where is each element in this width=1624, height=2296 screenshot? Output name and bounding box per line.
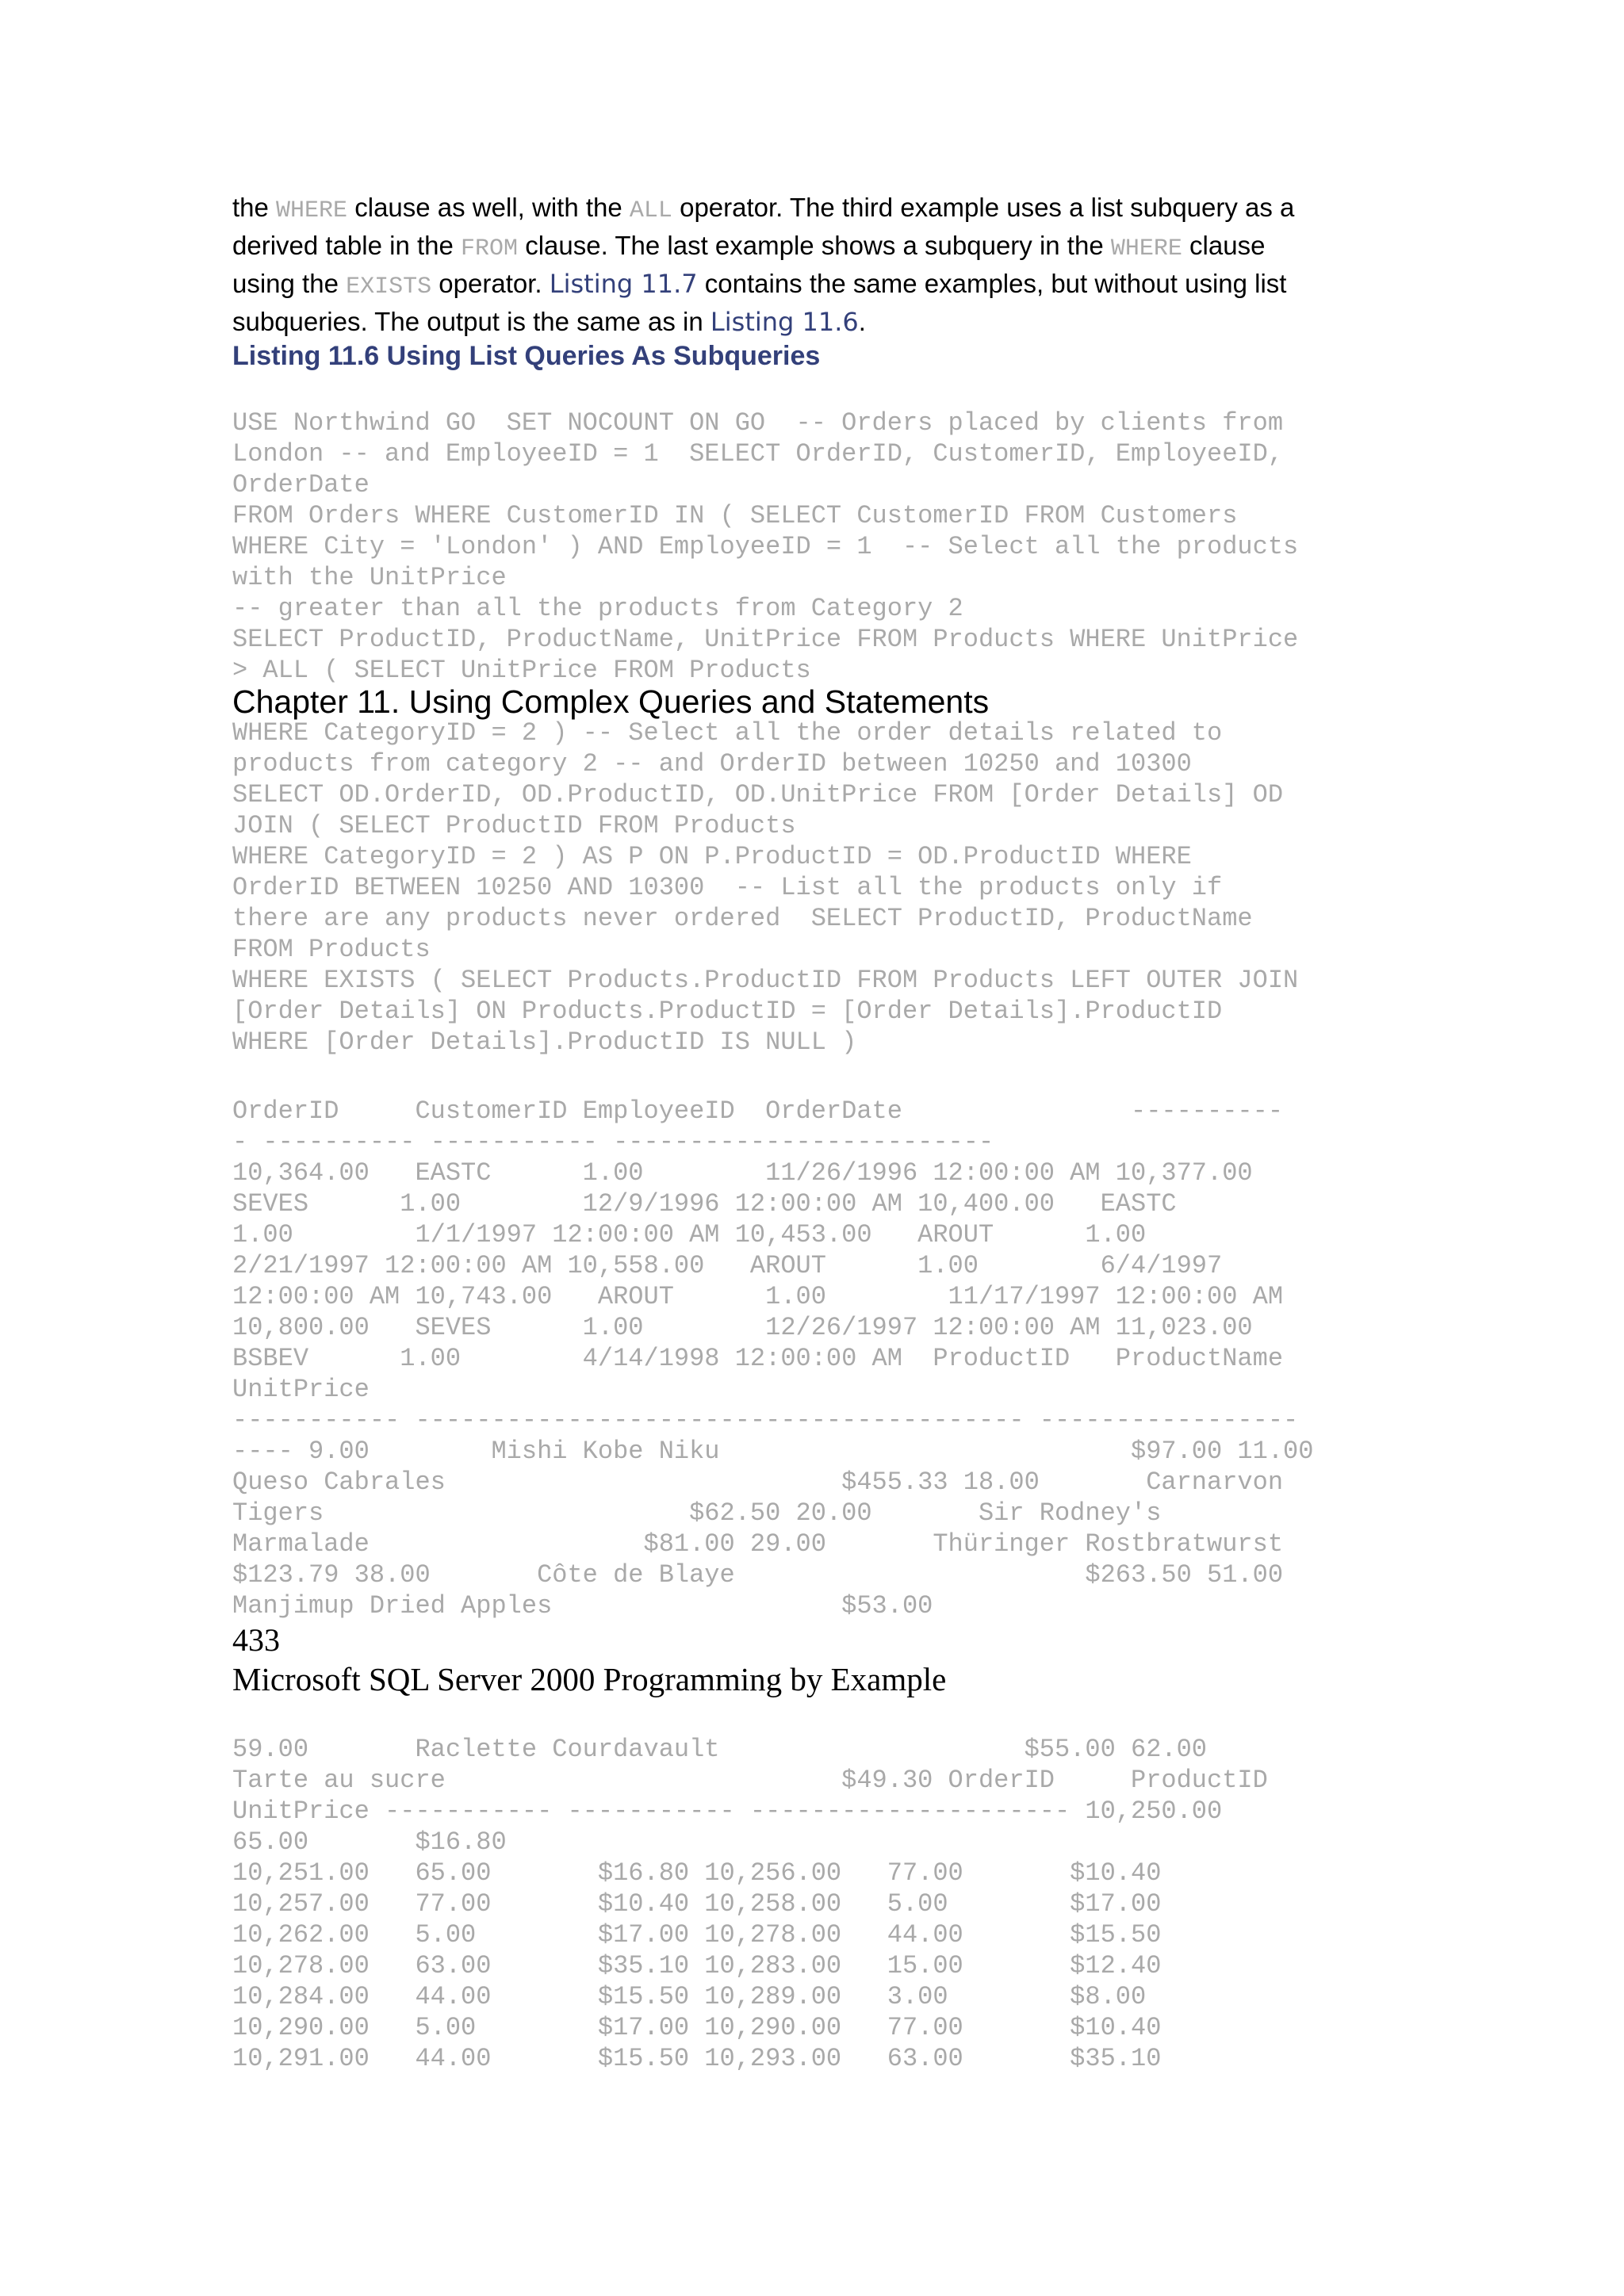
output-line: $123.79 38.00 Côte de Blaye $263.50 51.00 [232, 1560, 1284, 1590]
output-line: Tigers $62.50 20.00 Sir Rodney's [232, 1498, 1162, 1528]
output-line: 1.00 1/1/1997 12:00:00 AM 10,453.00 AROUT 1.00 [232, 1220, 1147, 1249]
code-line: SELECT ProductID, ProductName, UnitPrice FROM Products WHERE UnitPrice [232, 625, 1299, 654]
output-line: UnitPrice [232, 1375, 370, 1404]
output-line: 12:00:00 AM 10,743.00 AROUT 1.00 11/17/1997 12:00:00 AM [232, 1282, 1284, 1311]
output-line: 10,262.00 5.00 $17.00 10,278.00 44.00 $15.50 [232, 1920, 1162, 1950]
spacer [232, 1699, 1422, 1734]
output-line: 10,291.00 44.00 $15.50 10,293.00 63.00 $35.10 [232, 2044, 1162, 2073]
document-page [232, 190, 1422, 2074]
code-line: WHERE CategoryID = 2 ) AS P ON P.ProductID = OD.ProductID WHERE [232, 842, 1192, 871]
inline-keyword: ALL [629, 197, 672, 224]
output-line: UnitPrice ----------- ----------- --------------------- 10,250.00 [232, 1797, 1223, 1826]
output-line: 2/21/1997 12:00:00 AM 10,558.00 AROUT 1.00 6/4/1997 [232, 1251, 1223, 1280]
output-line: 10,290.00 5.00 $17.00 10,290.00 77.00 $10.40 [232, 2013, 1162, 2042]
book-title: Microsoft SQL Server 2000 Programming by Example [232, 1661, 947, 1697]
intro-line: the WHERE clause as well, with the ALL operator. The third example uses a list subquery as a [232, 193, 1295, 224]
inline-keyword: FROM [461, 235, 519, 262]
code-line: FROM Orders WHERE CustomerID IN ( SELECT CustomerID FROM Customers [232, 501, 1238, 530]
spacer [232, 1058, 1422, 1096]
output-line: - ---------- ----------- ------------------------- [232, 1127, 994, 1157]
chapter-header: Chapter 11. Using Complex Queries and Statements [232, 683, 990, 720]
inline-keyword: WHERE [1110, 235, 1182, 262]
output-line: 10,364.00 EASTC 1.00 11/26/1996 12:00:00 AM 10,377.00 [232, 1158, 1253, 1188]
code-line: there are any products never ordered SELECT ProductID, ProductName [232, 904, 1253, 933]
code-line: JOIN ( SELECT ProductID FROM Products [232, 811, 796, 840]
code-line: FROM Products [232, 935, 431, 964]
code-line: OrderID BETWEEN 10250 AND 10300 -- List all the products only if [232, 873, 1223, 902]
code-line: WHERE CategoryID = 2 ) -- Select all the order details related to [232, 718, 1223, 748]
page-number: 433 [232, 1622, 280, 1658]
output-line: 59.00 Raclette Courdavault $55.00 62.00 [232, 1735, 1207, 1764]
listing-title: Listing 11.6 Using List Queries As Subqueries [232, 341, 821, 371]
spacer [232, 373, 1422, 408]
output-line: SEVES 1.00 12/9/1996 12:00:00 AM 10,400.00 EASTC [232, 1189, 1177, 1219]
output-line: OrderID CustomerID EmployeeID OrderDate ---------- [232, 1096, 1284, 1126]
output-line: 10,257.00 77.00 $10.40 10,258.00 5.00 $17.00 [232, 1889, 1162, 1919]
code-line: -- greater than all the products from Category 2 [232, 594, 963, 623]
code-line: OrderDate [232, 470, 370, 499]
output-line: Tarte au sucre $49.30 OrderID ProductID [232, 1766, 1268, 1795]
intro-line: subqueries. The output is the same as in Listing 11.6. [232, 307, 866, 337]
inline-keyword: WHERE [276, 197, 348, 224]
output-line: 10,278.00 63.00 $35.10 10,283.00 15.00 $12.40 [232, 1951, 1162, 1980]
code-line: WHERE [Order Details].ProductID IS NULL ) [232, 1027, 857, 1057]
output-line: Marmalade $81.00 29.00 Thüringer Rostbratwurst [232, 1529, 1284, 1559]
code-block-part1 [232, 408, 1422, 686]
code-line: products from category 2 -- and OrderID between 10250 and 10300 [232, 749, 1192, 779]
code-line: WHERE City = 'London' ) AND EmployeeID = 1 -- Select all the products [232, 532, 1299, 561]
output-line: 10,800.00 SEVES 1.00 12/26/1997 12:00:00 AM 11,023.00 [232, 1313, 1253, 1342]
intro-line: derived table in the FROM clause. The last example shows a subquery in the WHERE clause [232, 231, 1266, 262]
intro-paragraph [232, 190, 1422, 339]
listing-11-6-link[interactable]: Listing 11.6 [710, 307, 859, 337]
code-line: > ALL ( SELECT UnitPrice FROM Products [232, 656, 811, 685]
output-block-part1 [232, 1096, 1422, 1621]
code-line: with the UnitPrice [232, 563, 507, 592]
inline-keyword: EXISTS [346, 274, 432, 300]
output-line: ---- 9.00 Mishi Kobe Niku $97.00 11.00 [232, 1437, 1314, 1466]
output-line: 10,251.00 65.00 $16.80 10,256.00 77.00 $10.40 [232, 1858, 1162, 1888]
intro-line: using the EXISTS operator. Listing 11.7 contains the same examples, but without using list [232, 269, 1287, 300]
code-line: USE Northwind GO SET NOCOUNT ON GO -- Orders placed by clients from [232, 408, 1284, 438]
output-line: Queso Cabrales $455.33 18.00 Carnarvon [232, 1468, 1284, 1497]
output-line: Manjimup Dried Apples $53.00 [232, 1591, 933, 1621]
output-line: ----------- ---------------------------------------- ----------------- [232, 1406, 1299, 1435]
output-line: 10,284.00 44.00 $15.50 10,289.00 3.00 $8.00 [232, 1982, 1147, 2011]
output-line: 65.00 $16.80 [232, 1827, 507, 1857]
listing-11-7-link[interactable]: Listing 11.7 [549, 269, 698, 299]
code-line: [Order Details] ON Products.ProductID = [Order Details].ProductID [232, 997, 1223, 1026]
code-line: WHERE EXISTS ( SELECT Products.ProductID FROM Products LEFT OUTER JOIN [232, 966, 1299, 995]
code-line: SELECT OD.OrderID, OD.ProductID, OD.UnitPrice FROM [Order Details] OD [232, 780, 1284, 809]
output-line: BSBEV 1.00 4/14/1998 12:00:00 AM ProductID ProductName [232, 1344, 1284, 1373]
code-block-part2 [232, 718, 1422, 1058]
code-line: London -- and EmployeeID = 1 SELECT OrderID, CustomerID, EmployeeID, [232, 439, 1284, 469]
output-block-part2 [232, 1734, 1422, 2074]
